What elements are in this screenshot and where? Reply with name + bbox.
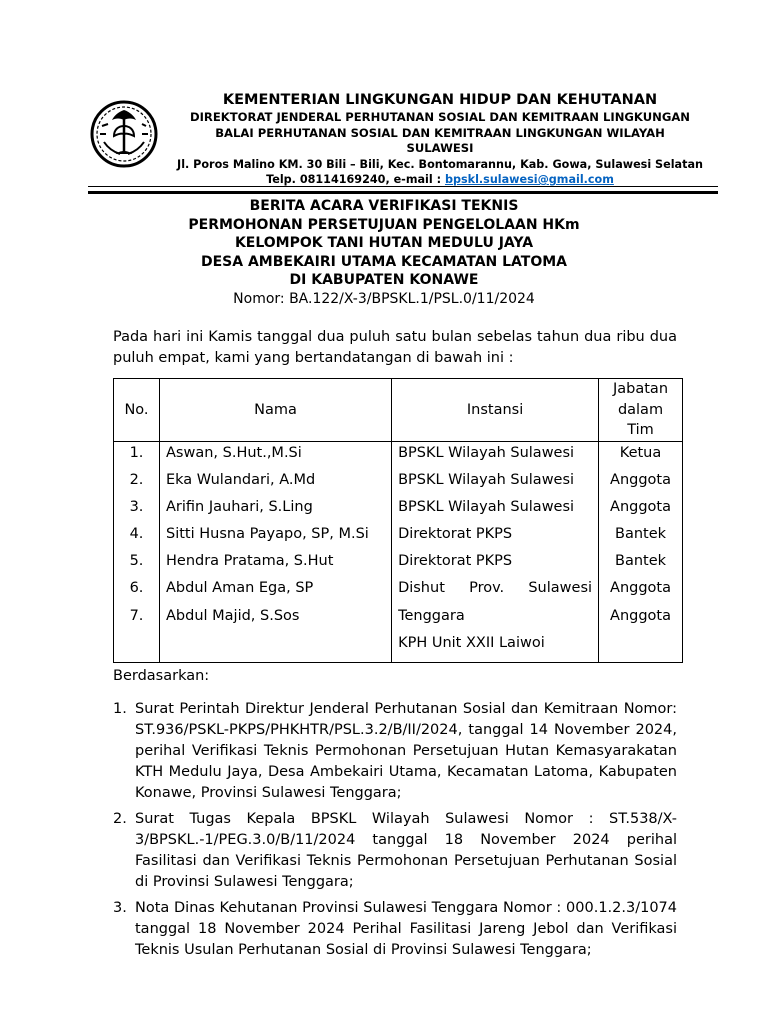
directorate-name: DIREKTORAT JENDERAL PERHUTANAN SOSIAL DAN KEMITRAAN LINGKUNGAN bbox=[189, 110, 691, 124]
table-cell: 5. bbox=[129, 553, 144, 570]
table-cell: 6. bbox=[129, 580, 144, 597]
table-cell-empty bbox=[599, 633, 682, 660]
list-item-text: Surat Perintah Direktur Jenderal Perhutanan Sosial dan Kemitraan Nomor: ST.936/PSKL-PKPS/PHKHTR/PSL.3.2/B/II/2024, tanggal 14 November 2024, perihal Verifikasi Teknis Permohonan Persetujuan Hutan Kemasyarakatan KTH Medulu Jaya, Desa Ambekairi Utama, Kecamatan Latoma, Kabupaten Konawe, Provinsi Sulawesi Tenggara; bbox=[135, 701, 677, 801]
table-cell: Tenggara bbox=[398, 607, 465, 624]
header-jabatan-line2: dalam bbox=[617, 401, 664, 418]
header-no: No. bbox=[114, 379, 160, 442]
phone-text: Telp. 08114169240, e-mail : bbox=[266, 173, 445, 186]
list-item-text: Surat Tugas Kepala BPSKL Wilayah Sulawesi Nomor : ST.538/X-3/BPSKL.-1/PEG.3.0/B/11/2024 tanggal 18 November 2024 perihal Fasilitasi dan Verifikasi Teknis Permohonan Persetujuan Perhutanan Sosial di Provinsi Sulawesi Tenggara; bbox=[135, 811, 677, 890]
table-cell: BPSKL Wilayah Sulawesi bbox=[398, 471, 575, 488]
header-instansi: Instansi bbox=[392, 379, 599, 442]
letterhead bbox=[88, 90, 720, 194]
table-cell: Arifin Jauhari, S.Ling bbox=[166, 498, 313, 515]
document-title bbox=[113, 197, 655, 308]
table-cell: Eka Wulandari, A.Md bbox=[166, 471, 316, 488]
list-item bbox=[113, 898, 677, 961]
nama-column bbox=[160, 441, 392, 663]
title-line-3: KELOMPOK TANI HUTAN MEDULU JAYA bbox=[234, 235, 534, 251]
list-item-text: Nota Dinas Kehutanan Provinsi Sulawesi Tenggara Nomor : 000.1.2.3/1074 tanggal 18 November 2024 Perihal Fasilitasi Jareng Jebol dan Verifikasi Teknis Usulan Perhutanan Sosial di Provinsi Sulawesi Tenggara; bbox=[135, 900, 677, 958]
table-cell: Ketua bbox=[619, 444, 662, 461]
table-cell: 1. bbox=[129, 444, 144, 461]
table-cell-empty bbox=[114, 633, 159, 660]
title-line-1: BERITA ACARA VERIFIKASI TEKNIS bbox=[249, 198, 519, 214]
table-row bbox=[114, 441, 683, 663]
list-item-number: 1. bbox=[113, 701, 127, 717]
header-jabatan-line1: Jabatan bbox=[613, 381, 669, 397]
email-link[interactable]: bpskl.sulawesi@gmail.com bbox=[444, 173, 614, 186]
ministry-logo-icon bbox=[90, 96, 158, 172]
office-name-line2: SULAWESI bbox=[406, 141, 474, 155]
table-cell: Abdul Aman Ega, SP bbox=[166, 580, 314, 597]
table-cell: Anggota bbox=[610, 471, 671, 488]
jabatan-column bbox=[599, 441, 683, 663]
office-name-line1: BALAI PERHUTANAN SOSIAL DAN KEMITRAAN LINGKUNGAN WILAYAH bbox=[215, 125, 665, 140]
table-cell: Sitti Husna Payapo, SP, M.Si bbox=[166, 526, 369, 543]
title-line-2: PERMOHONAN PERSETUJUAN PENGELOLAAN HKm bbox=[188, 216, 580, 233]
list-item-number: 2. bbox=[113, 811, 127, 827]
list-item bbox=[113, 809, 677, 893]
table-header-row bbox=[114, 379, 683, 442]
table-cell: 7. bbox=[129, 607, 144, 624]
header-nama: Nama bbox=[160, 379, 392, 442]
office-address: Jl. Poros Malino KM. 30 Bili – Bili, Kec. Bontomarannu, Kab. Gowa, Sulawesi Selatan bbox=[177, 157, 703, 171]
table-cell: BPSKL Wilayah Sulawesi bbox=[398, 444, 575, 461]
table-cell: 2. bbox=[129, 471, 144, 488]
table-cell: Anggota bbox=[610, 580, 671, 597]
list-item bbox=[113, 699, 677, 804]
title-line-5: DI KABUPATEN KONAWE bbox=[289, 272, 479, 288]
table-cell: Bantek bbox=[615, 553, 667, 570]
table-cell: Direktorat PKPS bbox=[398, 526, 513, 543]
table-cell: Direktorat PKPS bbox=[398, 553, 513, 570]
no-column bbox=[114, 441, 160, 663]
table-cell: Dishut Prov. Sulawesi bbox=[398, 580, 593, 597]
table-cell: Hendra Pratama, S.Hut bbox=[166, 553, 334, 570]
document-number: Nomor: BA.122/X-3/BPSKL.1/PSL.0/11/2024 bbox=[233, 290, 535, 307]
table-cell: Anggota bbox=[610, 498, 671, 515]
table-cell: KPH Unit XXII Laiwoi bbox=[398, 634, 545, 651]
table-cell: 4. bbox=[129, 526, 144, 543]
list-item-number: 3. bbox=[113, 900, 127, 916]
ministry-name: KEMENTERIAN LINGKUNGAN HIDUP DAN KEHUTANAN bbox=[222, 92, 658, 108]
letterhead-rule-thick bbox=[88, 191, 718, 194]
table-cell: Aswan, S.Hut.,M.Si bbox=[166, 444, 302, 461]
team-table bbox=[113, 378, 683, 663]
basis-list bbox=[113, 699, 677, 966]
header-jabatan-line3: Tim bbox=[627, 422, 654, 438]
table-cell: BPSKL Wilayah Sulawesi bbox=[398, 498, 575, 515]
berdasarkan-heading: Berdasarkan: bbox=[113, 668, 210, 684]
header-jabatan bbox=[599, 379, 683, 442]
letterhead-rule-thin bbox=[88, 186, 718, 187]
letterhead-text bbox=[160, 90, 720, 188]
table-cell-empty bbox=[166, 633, 391, 660]
instansi-column bbox=[392, 441, 599, 663]
intro-paragraph: Pada hari ini Kamis tanggal dua puluh satu bulan sebelas tahun dua ribu dua puluh empat, kami yang bertandatangan di bawah ini : bbox=[113, 329, 677, 366]
table-cell: Bantek bbox=[615, 526, 667, 543]
table-cell: 3. bbox=[129, 498, 144, 515]
table-cell: Anggota bbox=[610, 607, 671, 624]
title-line-4: DESA AMBEKAIRI UTAMA KECAMATAN LATOMA bbox=[200, 253, 568, 270]
table-cell: Abdul Majid, S.Sos bbox=[166, 607, 300, 624]
